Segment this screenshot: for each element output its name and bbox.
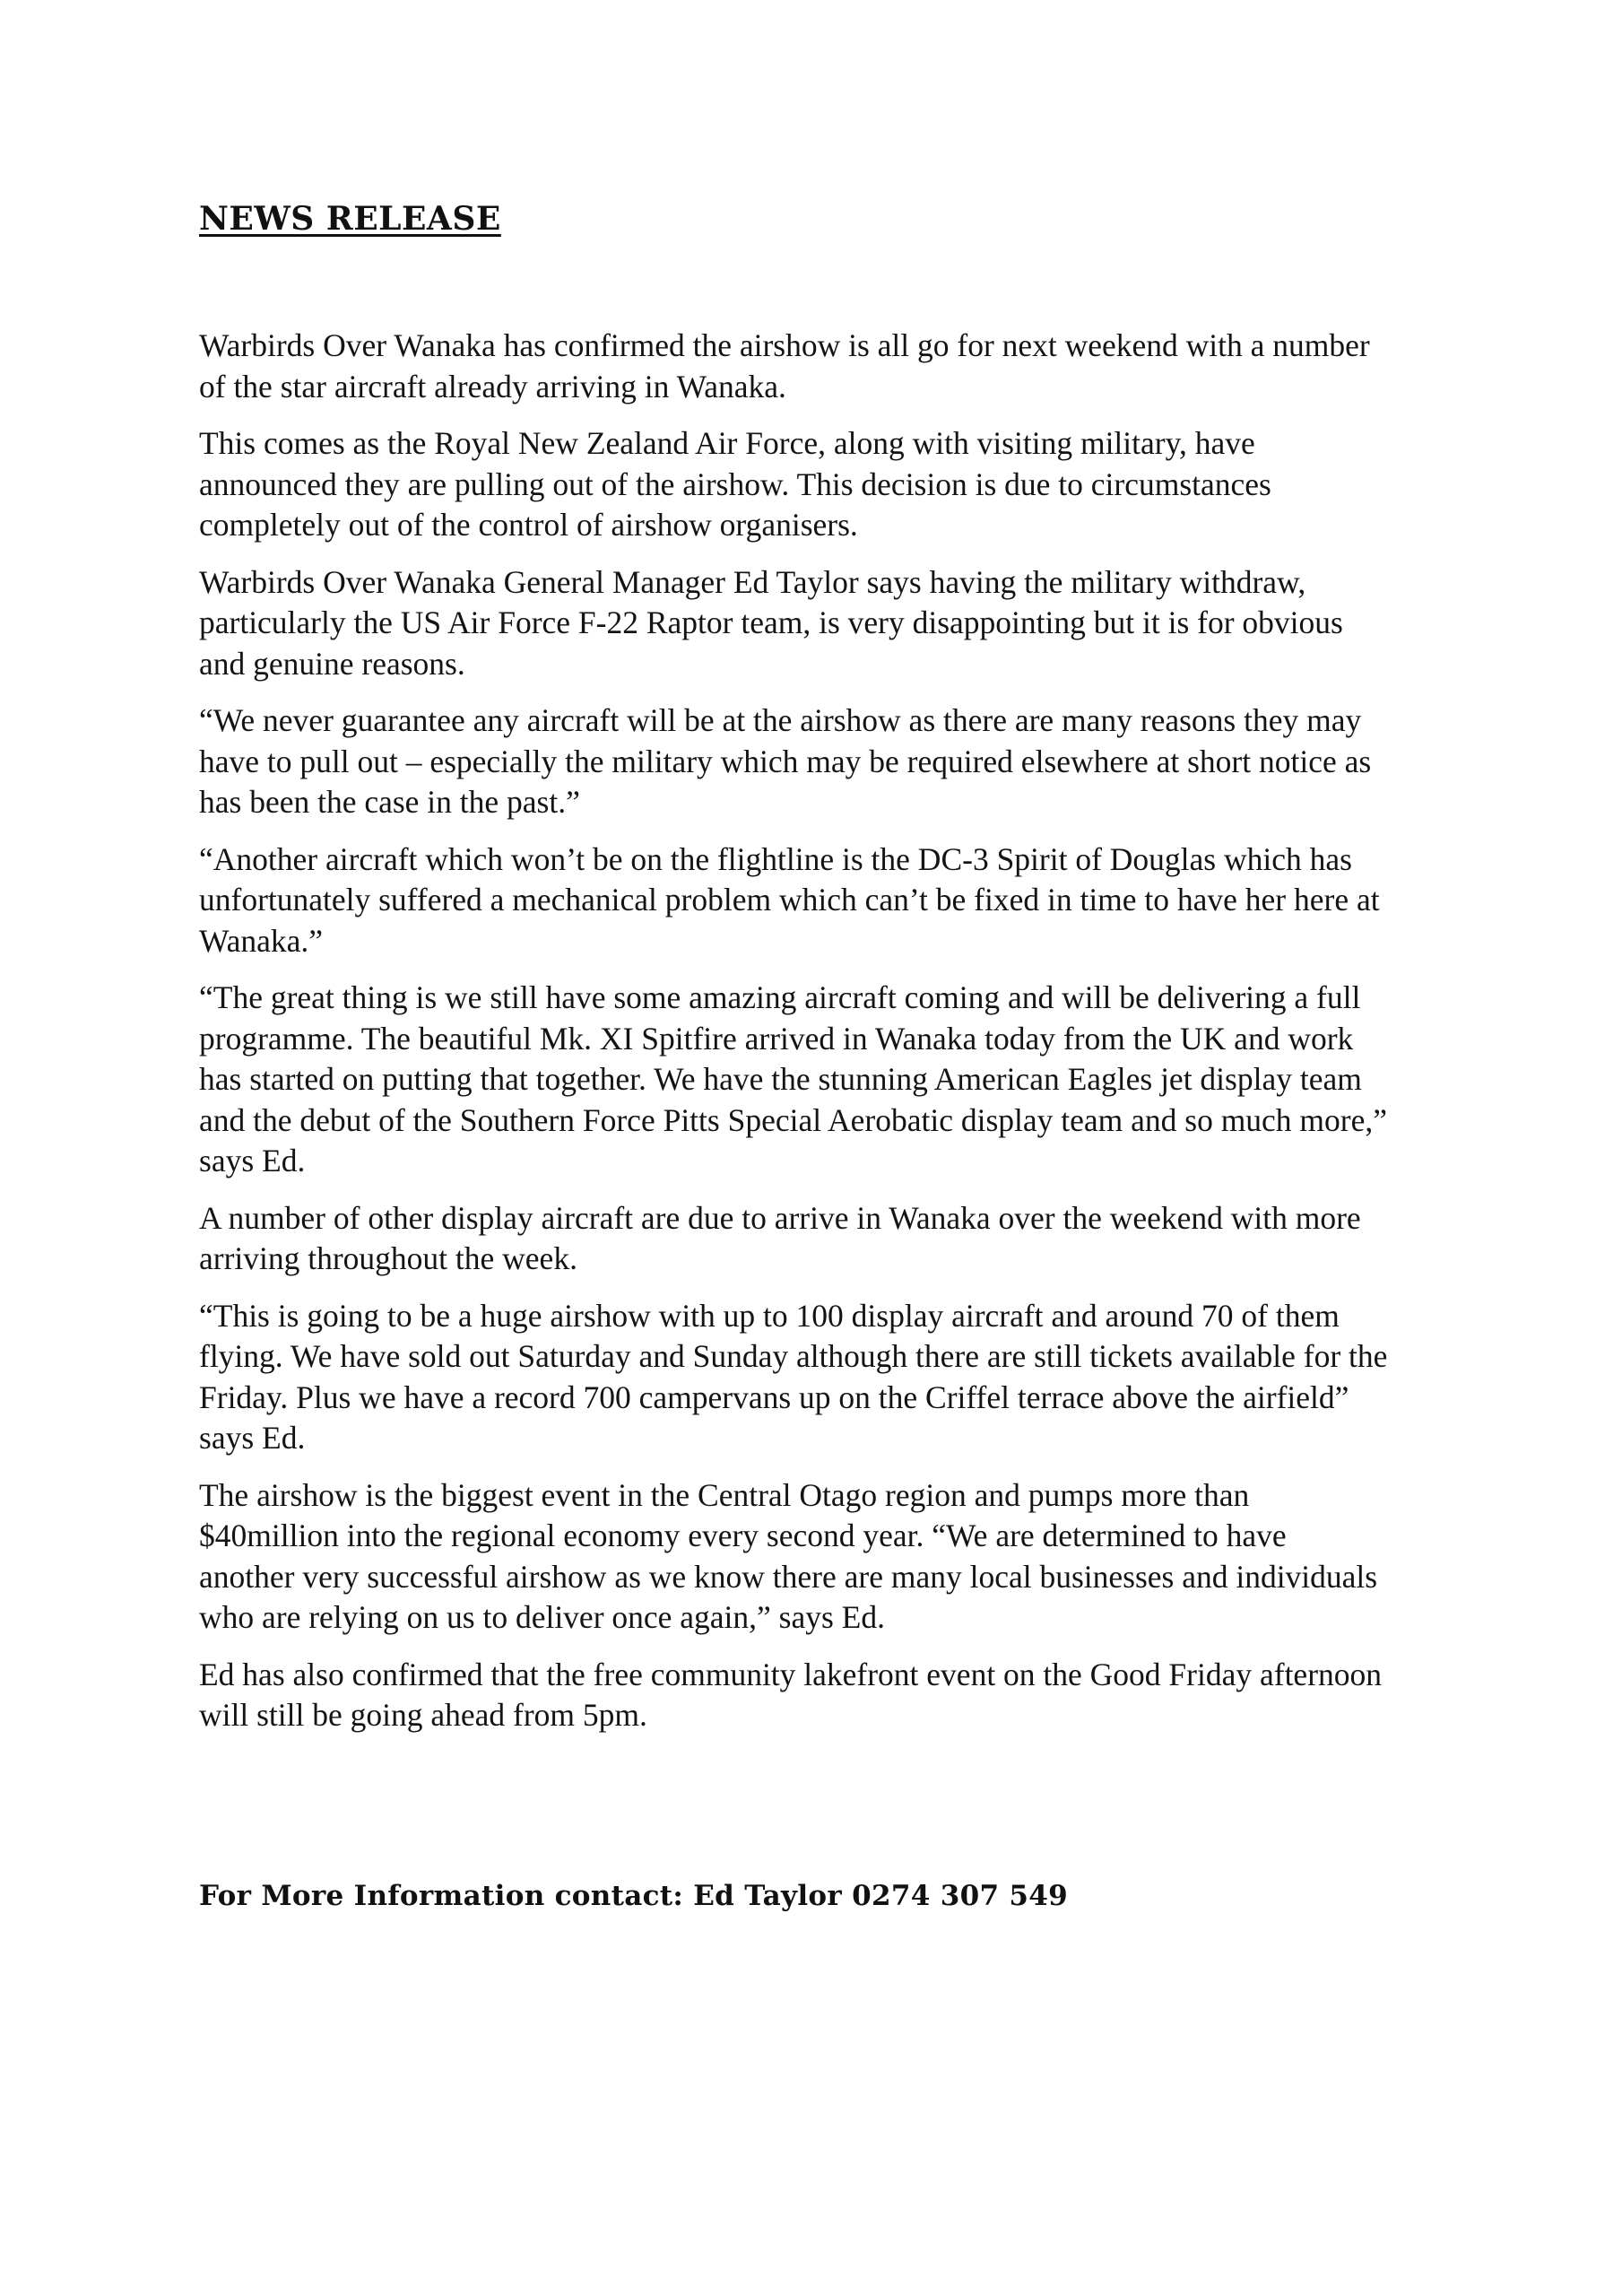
- press-release-body: [199, 326, 1454, 1752]
- text-line: “Another aircraft which won’t be on the flightline is the DC-3 Spirit of Douglas which has: [199, 840, 1352, 877]
- text-line: will still be going ahead from 5pm.: [199, 1697, 647, 1733]
- page-title: NEWS RELEASE: [199, 200, 501, 238]
- text-line: who are relying on us to deliver once again,” says Ed.: [199, 1599, 885, 1635]
- text-line: completely out of the control of airshow organisers.: [199, 507, 858, 543]
- text-line: has started on putting that together. We have the stunning American Eagles jet display team: [199, 1061, 1362, 1097]
- paragraph: [199, 562, 1454, 685]
- text-line: programme. The beautiful Mk. XI Spitfire arrived in Wanaka today from the UK and work: [199, 1020, 1354, 1057]
- text-line: flying. We have sold out Saturday and Sunday although there are still tickets available for the: [199, 1338, 1388, 1374]
- text-line: “The great thing is we still have some amazing aircraft coming and will be delivering a full: [199, 979, 1361, 1015]
- text-line: has been the case in the past.”: [199, 784, 580, 820]
- text-line: says Ed.: [199, 1143, 306, 1178]
- text-line: of the star aircraft already arriving in Wanaka.: [199, 368, 786, 404]
- text-line: announced they are pulling out of the airshow. This decision is due to circumstances: [199, 465, 1271, 502]
- text-line: have to pull out – especially the military which may be required elsewhere at short notice as: [199, 743, 1372, 779]
- text-line: another very successful airshow as we know there are many local businesses and individuals: [199, 1558, 1378, 1595]
- text-line: particularly the US Air Force F-22 Raptor team, is very disappointing but it is for obvious: [199, 604, 1343, 640]
- paragraph: [199, 326, 1454, 407]
- text-line: Wanaka.”: [199, 922, 324, 959]
- text-line: “This is going to be a huge airshow with up to 100 display aircraft and around 70 of them: [199, 1297, 1340, 1334]
- paragraph: [199, 1475, 1454, 1639]
- text-line: arriving throughout the week.: [199, 1240, 577, 1276]
- text-line: The airshow is the biggest event in the Central Otago region and pumps more than: [199, 1476, 1250, 1513]
- paragraph: [199, 423, 1454, 546]
- text-line: says Ed.: [199, 1420, 306, 1456]
- text-line: $40million into the regional economy every second year. “We are determined to have: [199, 1518, 1287, 1553]
- paragraph: [199, 978, 1454, 1182]
- text-line: This comes as the Royal New Zealand Air Force, along with visiting military, have: [199, 425, 1255, 461]
- text-line: Friday. Plus we have a record 700 campervans up on the Criffel terrace above the airfield”: [199, 1378, 1349, 1415]
- text-line: unfortunately suffered a mechanical problem which can’t be fixed in time to have her here at: [199, 882, 1380, 918]
- paragraph: [199, 1655, 1454, 1736]
- paragraph: [199, 700, 1454, 823]
- paragraph: [199, 1296, 1454, 1459]
- paragraph: [199, 839, 1454, 962]
- text-line: Warbirds Over Wanaka General Manager Ed Taylor says having the military withdraw,: [199, 563, 1306, 600]
- paragraph: [199, 1198, 1454, 1280]
- text-line: Warbirds Over Wanaka has confirmed the airshow is all go for next weekend with a number: [199, 327, 1370, 363]
- text-line: and genuine reasons.: [199, 645, 465, 682]
- text-line: A number of other display aircraft are due to arrive in Wanaka over the weekend with more: [199, 1199, 1361, 1236]
- text-line: and the debut of the Southern Force Pitts Special Aerobatic display team and so much more,”: [199, 1101, 1388, 1138]
- text-line: “We never guarantee any aircraft will be at the airshow as there are many reasons they may: [199, 702, 1362, 738]
- contact-info: For More Information contact: Ed Taylor 0274 307 549: [199, 1880, 1069, 1912]
- text-line: Ed has also confirmed that the free community lakefront event on the Good Friday afternoon: [199, 1656, 1383, 1692]
